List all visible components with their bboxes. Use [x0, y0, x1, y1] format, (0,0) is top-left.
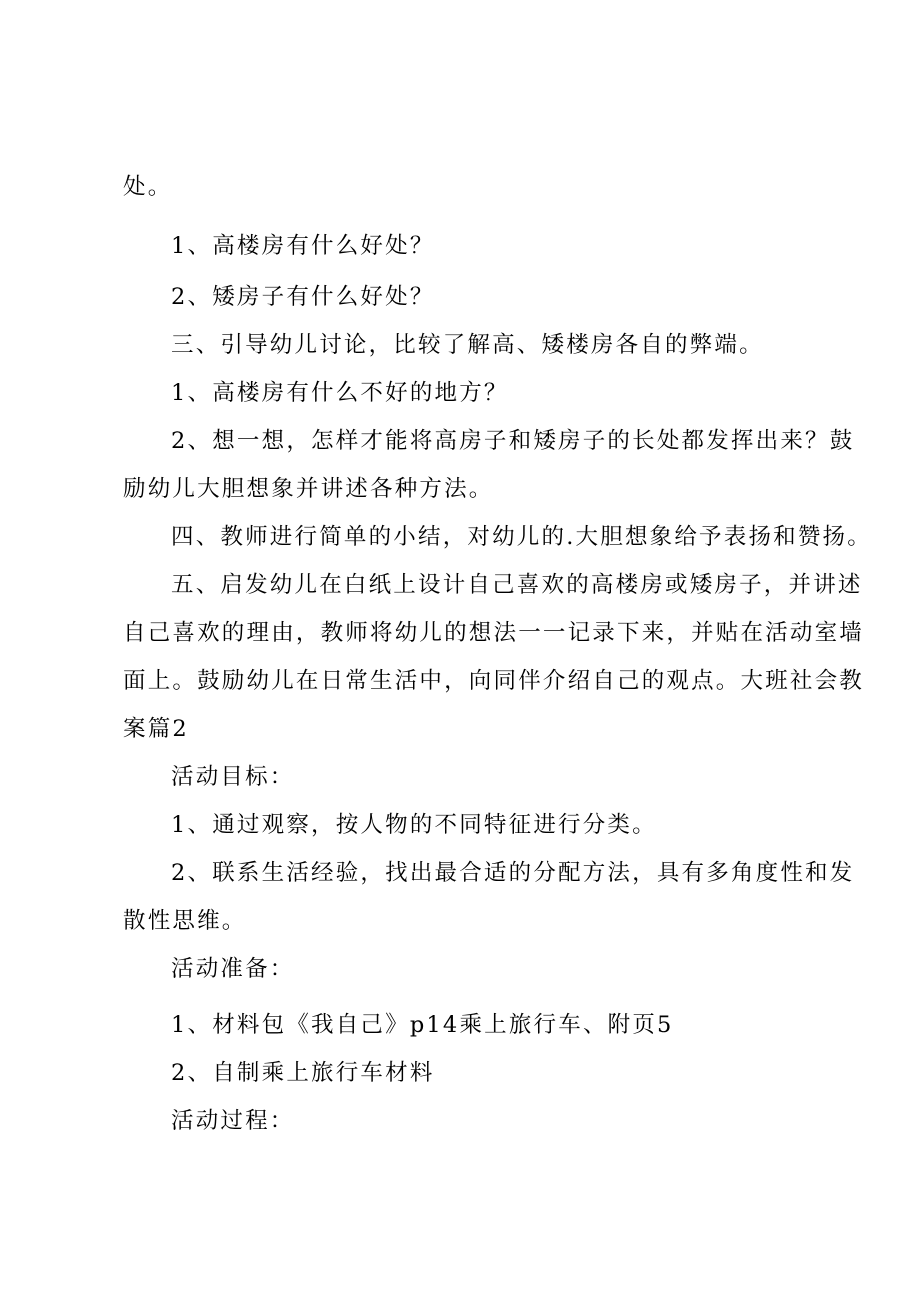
list-item: 2、矮房子有什么好处？ — [171, 284, 435, 310]
section-heading: 活动目标： — [171, 764, 295, 790]
list-item: 2、想一想，怎样才能将高房子和矮房子的长处都发挥出来？鼓 — [171, 428, 855, 454]
section-step: 四、教师进行简单的小结，对幼儿的.大胆想象给予表扬和赞扬。 — [171, 524, 872, 550]
list-item: 1、高楼房有什么不好的地方？ — [171, 380, 509, 406]
list-item: 1、通过观察，按人物的不同特征进行分类。 — [171, 812, 657, 838]
list-item: 2、联系生活经验，找出最合适的分配方法，具有多角度性和发 — [171, 860, 855, 886]
section-heading: 活动准备： — [171, 956, 295, 982]
paragraph-continuation: 励幼儿大胆想象并讲述各种方法。 — [123, 476, 494, 502]
section-heading: 活动过程： — [171, 1108, 295, 1134]
list-item: 1、材料包《我自己》p14乘上旅行车、附页5 — [171, 1012, 674, 1038]
paragraph-continuation: 自己喜欢的理由，教师将幼儿的想法一一记录下来，并贴在活动室墙 — [123, 620, 865, 646]
paragraph-continuation: 处。 — [123, 174, 173, 200]
paragraph-continuation: 散性思维。 — [123, 908, 247, 934]
list-item: 1、高楼房有什么好处？ — [171, 233, 435, 259]
section-step: 三、引导幼儿讨论，比较了解高、矮楼房各自的弊端。 — [171, 332, 764, 358]
paragraph-continuation: 案篇2 — [123, 716, 189, 742]
section-step: 五、启发幼儿在白纸上设计自己喜欢的高楼房或矮房子，并讲述 — [171, 572, 863, 598]
paragraph-continuation: 面上。鼓励幼儿在日常生活中，向同伴介绍自己的观点。大班社会教 — [123, 668, 865, 694]
list-item: 2、自制乘上旅行车材料 — [171, 1060, 435, 1086]
